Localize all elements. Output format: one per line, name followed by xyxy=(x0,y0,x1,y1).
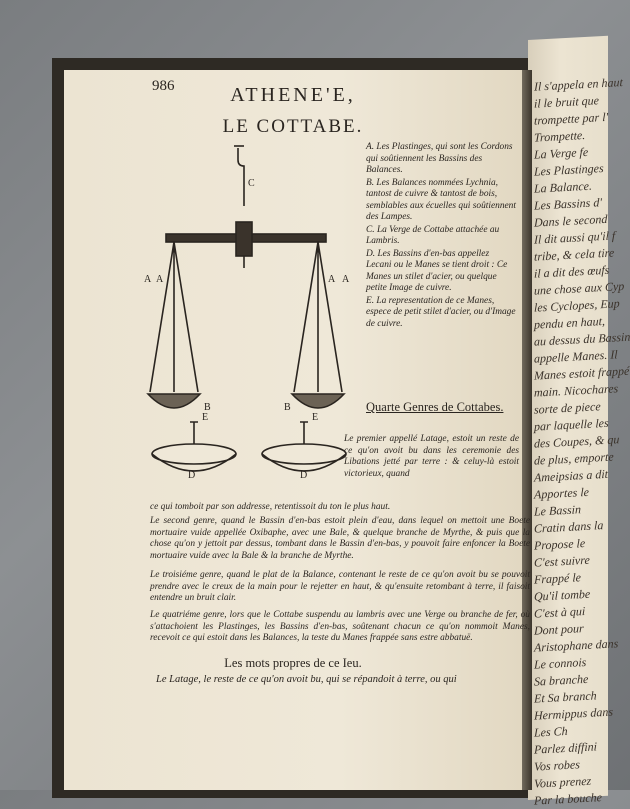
facing-page-line: Par la bouche xyxy=(534,790,602,808)
figure-label: E xyxy=(312,412,319,423)
body-paragraph: Le quatriéme genre, lors que le Cottabe suspendu au lambris avec une Verge ou branche de fer, où s'attachoient les Plastinges, les Bassins d'en-bas, soûtenant chacun ce qu'on nommoit Manes, recevoit ce qui estoit dans les Balances, la teste du Manes frappée sans estre abbatuë. xyxy=(150,610,530,643)
rod-hook-shape xyxy=(238,148,244,206)
facing-page-line: Manes estoit frappé xyxy=(534,363,630,383)
legend-item: A. Les Plastinges, qui sont les Cordons qui soûtiennent les Bassins des Balances. xyxy=(366,142,513,175)
facing-page-line: appelle Manes. Il xyxy=(534,347,618,366)
left-manes-shape xyxy=(190,422,198,444)
facing-page-line: Les Bassins d' xyxy=(534,195,602,213)
facing-page-line: Il dit aussi qu'il f xyxy=(534,228,616,247)
section-heading: Les mots propres de ce Ieu. xyxy=(224,656,362,670)
facing-page-line: Apportes le xyxy=(534,484,589,502)
body-line: Le Latage, le reste de ce qu'on avoit bu, qui se répandoit à terre, ou qui xyxy=(156,674,457,685)
facing-page-line: Vous prenez xyxy=(534,773,592,791)
facing-page-line: au dessus du Bassin xyxy=(534,329,630,349)
figure-label: A xyxy=(342,274,350,285)
first-genre-paragraph: Le premier appellé Latage, estoit un reste de ce qu'on avoit bu dans les ceremonie des Libations jetté par terre : & celuy-là estoit victorieux, quand xyxy=(344,434,519,479)
left-pan-shape xyxy=(148,394,200,408)
figure-label: B xyxy=(284,402,291,413)
facing-page-line: La Verge fe xyxy=(534,144,589,162)
facing-page-line: sorte de piece xyxy=(534,399,601,417)
facing-page-line: Dont pour xyxy=(534,621,584,638)
right-cords-shape xyxy=(294,242,342,392)
facing-page-line: Ameipsias a dit xyxy=(534,466,608,485)
page-number: 986 xyxy=(152,78,175,94)
left-basin-shape xyxy=(152,444,236,464)
legend-item: C. La Verge de Cottabe attachée au Lambris. xyxy=(366,224,500,246)
facing-page-line: Dans le second xyxy=(534,211,608,230)
section-heading: Quarte Genres de Cottabes. xyxy=(366,400,504,414)
facing-page-line: Il s'appela en haut xyxy=(534,75,623,94)
legend-item: E. La representation de ce Manes, espece de petit stilet d'acier, ou d'Image de cuivre. xyxy=(366,295,516,329)
facing-page-line: Propose le xyxy=(534,536,586,553)
facing-page-line: Le Bassin xyxy=(534,502,582,519)
facing-page-line: Vos robes xyxy=(534,757,580,774)
facing-page-line: Qu'il tombe xyxy=(534,586,591,604)
facing-page-line: des Coupes, & qu xyxy=(534,432,620,451)
figure-label: A xyxy=(156,274,164,285)
facing-page-line: Cratin dans la xyxy=(534,518,604,536)
facing-page-line: main. Nicochares xyxy=(534,381,619,400)
facing-page xyxy=(528,36,630,808)
facing-page-line: tribe, & cela tire xyxy=(534,245,615,264)
cottabe-illustration xyxy=(144,142,354,482)
facing-page-line: par laquelle les xyxy=(534,415,609,434)
facing-page-line: Frappé le xyxy=(534,570,581,587)
facing-page-line: La Balance. xyxy=(534,178,592,196)
facing-page-line: Les Plastinges xyxy=(534,161,604,179)
facing-page-line: Les Ch xyxy=(534,723,568,740)
right-pan-shape xyxy=(292,394,344,408)
facing-page-line: de plus, emporte xyxy=(534,449,614,468)
facing-page-line: C'est à qui xyxy=(534,604,586,621)
figure-label: D xyxy=(188,470,196,481)
chapter-title: LE COTTABE. xyxy=(222,116,364,137)
facing-page-line: Hermippus dans xyxy=(534,704,614,723)
figure-label: D xyxy=(300,470,308,481)
facing-page-line: Parlez diffini xyxy=(534,739,597,757)
facing-page-line: il le bruit que xyxy=(534,93,599,111)
right-basin-shape xyxy=(262,444,346,464)
figure-label: B xyxy=(204,402,211,413)
figure-legend xyxy=(366,142,516,331)
right-manes-shape xyxy=(300,422,308,444)
body-paragraph: Le troisiéme genre, quand le plat de la Balance, contenant le reste de ce qu'on avoit bu se pouvoit prendre avec le creux de la main pour le rejetter en haut, & qu'ensuite retombant à terre, il faisoit entendre un bruit clair. xyxy=(150,570,530,603)
figure-label: A xyxy=(144,274,152,285)
body-paragraph: ce qui tomboit par son addresse, retentissoit du ton le plus haut. xyxy=(150,502,391,512)
facing-page-line: les Cyclopes, Eup xyxy=(534,296,620,315)
figure-label: E xyxy=(202,412,209,423)
facing-page-line: Aristophane dans xyxy=(534,636,619,655)
facing-page-line: il a dit des œufs xyxy=(534,262,610,281)
facing-page-line: C'est suivre xyxy=(534,552,590,570)
legend-item: B. Les Balances nommées Lychnia, tantost de cuivre & tantost de bois, semblables aux écuelles qui soûtiennent des Lampes. xyxy=(366,177,516,222)
figure-label: A xyxy=(328,274,336,285)
left-cords-shape xyxy=(150,242,198,392)
beam-center-shape xyxy=(236,222,252,256)
facing-page-line: Trompette. xyxy=(534,128,586,145)
book-page xyxy=(64,70,530,790)
facing-page-line: Sa branche xyxy=(534,671,589,689)
figure-label: C xyxy=(248,178,255,189)
legend-item: D. Les Bassins d'en-bas appellez Lecani ou le Manes se tient droit : Ce Manes un stilet d'acier, ou quelque petite Image de cuivre. xyxy=(366,248,508,293)
facing-page-line: une chose aux Cyp xyxy=(534,278,625,298)
facing-page-line: trompette par l' xyxy=(534,109,609,128)
facing-page-line: Et Sa branch xyxy=(534,688,597,706)
body-paragraph: Le second genre, quand le Bassin d'en-bas estoit plein d'eau, dans lequel on mettoit une Boete mortuaire vuide appellée Oxibaphe, avec une Bale, & quelque branche de Myrthe, & puis que la chose qu'on y jettoit par dessus, tombant dans le Bassin d'en-bas, y pouvoit faire enfoncer la Boete mortuaire vuide avec la Bale & la branche de Myrthe. xyxy=(150,516,530,561)
facing-page-line: pendu en haut, xyxy=(534,313,605,332)
facing-page-line: Le connois xyxy=(534,654,587,672)
running-title: ATHENE'E, xyxy=(230,84,356,106)
